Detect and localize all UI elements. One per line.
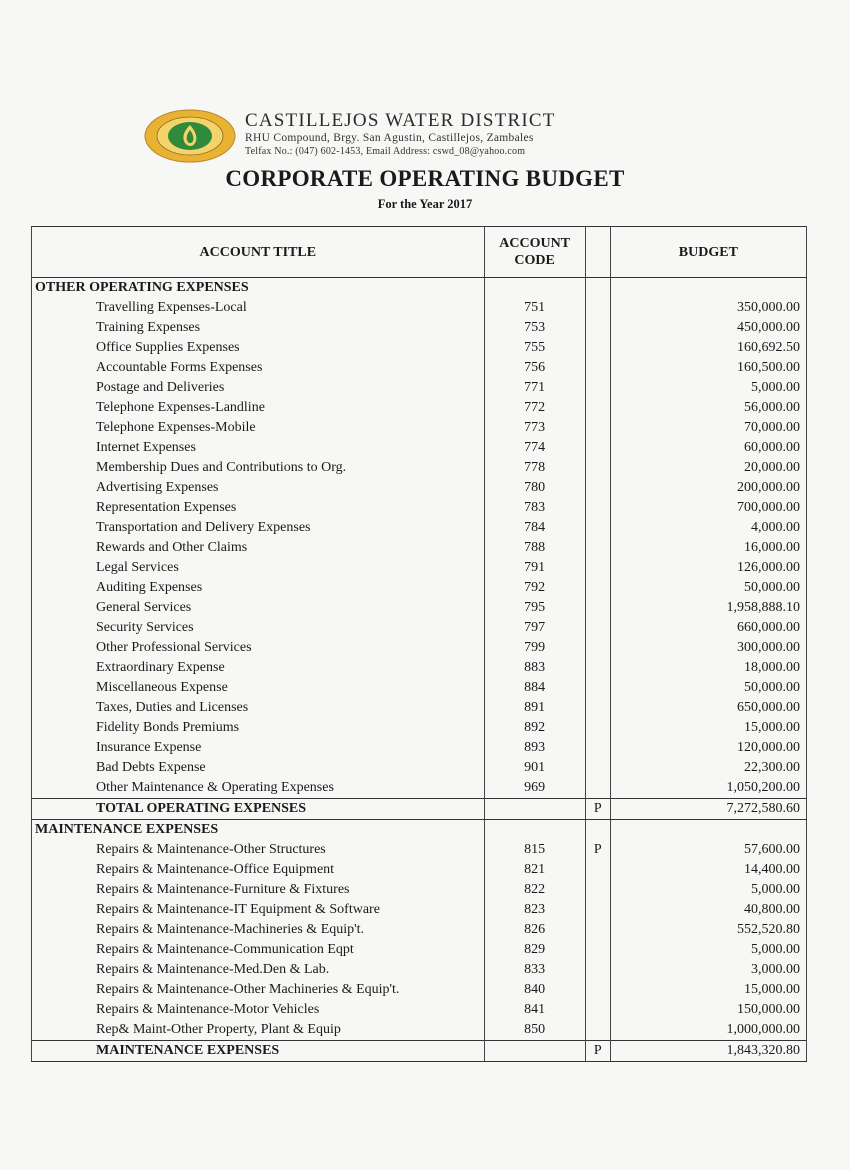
currency-marker-cell	[585, 598, 610, 618]
account-title-cell: Telephone Expenses-Mobile	[32, 418, 485, 438]
table-row	[32, 398, 807, 418]
currency-marker-cell	[585, 418, 610, 438]
currency-marker-cell	[585, 658, 610, 678]
budget-amount-cell: 200,000.00	[610, 478, 806, 498]
budget-amount-cell: 120,000.00	[610, 738, 806, 758]
account-code-cell: 788	[484, 538, 585, 558]
account-title-cell: Postage and Deliveries	[32, 378, 485, 398]
currency-marker-cell	[585, 338, 610, 358]
document-subtitle: For the Year 2017	[377, 197, 473, 211]
table-row	[32, 438, 807, 458]
table-row	[32, 698, 807, 718]
empty-p-cell	[585, 820, 610, 841]
table-row	[32, 840, 807, 860]
budget-amount-cell: 1,050,200.00	[610, 778, 806, 799]
account-title-cell: Rewards and Other Claims	[32, 538, 485, 558]
account-code-cell: 826	[484, 920, 585, 940]
table-row	[32, 778, 807, 799]
header-p-column	[585, 227, 610, 278]
account-code-cell: 822	[484, 880, 585, 900]
table-row	[32, 598, 807, 618]
account-title-cell: Security Services	[32, 618, 485, 638]
total-currency-marker-cell: P	[585, 799, 610, 820]
account-code-cell: 751	[484, 298, 585, 318]
currency-marker-cell	[585, 578, 610, 598]
budget-table	[31, 226, 807, 1062]
account-title-cell: Repairs & Maintenance-Other Machineries & Equip't.	[32, 980, 485, 1000]
table-header-row	[32, 227, 807, 278]
table-row	[32, 1020, 807, 1041]
total-code-cell	[484, 1041, 585, 1062]
section-header-row	[32, 820, 807, 841]
account-code-cell: 883	[484, 658, 585, 678]
table-row	[32, 618, 807, 638]
section-header-row	[32, 278, 807, 299]
budget-amount-cell: 22,300.00	[610, 758, 806, 778]
currency-marker-cell	[585, 498, 610, 518]
account-code-cell: 829	[484, 940, 585, 960]
table-row	[32, 980, 807, 1000]
total-currency-marker-cell: P	[585, 1041, 610, 1062]
table-row	[32, 298, 807, 318]
account-title-cell: Legal Services	[32, 558, 485, 578]
account-code-cell: 901	[484, 758, 585, 778]
account-code-cell: 893	[484, 738, 585, 758]
currency-marker-cell	[585, 778, 610, 799]
currency-marker-cell	[585, 920, 610, 940]
account-code-cell: 821	[484, 860, 585, 880]
currency-marker-cell	[585, 458, 610, 478]
account-code-cell: 797	[484, 618, 585, 638]
currency-marker-cell	[585, 518, 610, 538]
currency-marker-cell	[585, 398, 610, 418]
account-title-cell: Repairs & Maintenance-IT Equipment & Software	[32, 900, 485, 920]
account-title-cell: Transportation and Delivery Expenses	[32, 518, 485, 538]
table-row	[32, 880, 807, 900]
account-title-cell: Rep& Maint-Other Property, Plant & Equip	[32, 1020, 485, 1041]
budget-amount-cell: 50,000.00	[610, 578, 806, 598]
letterhead	[143, 108, 703, 168]
section-title: OTHER OPERATING EXPENSES	[32, 278, 485, 299]
account-title-cell: Internet Expenses	[32, 438, 485, 458]
account-code-cell: 884	[484, 678, 585, 698]
budget-amount-cell: 350,000.00	[610, 298, 806, 318]
currency-marker-cell	[585, 1020, 610, 1041]
currency-marker-cell	[585, 960, 610, 980]
table-row	[32, 900, 807, 920]
account-title-cell: Advertising Expenses	[32, 478, 485, 498]
account-title-cell: Repairs & Maintenance-Machineries & Equip't.	[32, 920, 485, 940]
account-code-cell: 791	[484, 558, 585, 578]
budget-amount-cell: 5,000.00	[610, 940, 806, 960]
budget-amount-cell: 160,692.50	[610, 338, 806, 358]
budget-amount-cell: 5,000.00	[610, 378, 806, 398]
currency-marker-cell	[585, 698, 610, 718]
account-title-cell: General Services	[32, 598, 485, 618]
table-row	[32, 658, 807, 678]
account-code-cell: 773	[484, 418, 585, 438]
table-row	[32, 638, 807, 658]
budget-amount-cell: 16,000.00	[610, 538, 806, 558]
account-title-cell: Fidelity Bonds Premiums	[32, 718, 485, 738]
organization-contact: Telfax No.: (047) 602-1453, Email Address: cswd_08@yahoo.com	[245, 146, 526, 157]
account-title-cell: Representation Expenses	[32, 498, 485, 518]
account-code-cell: 892	[484, 718, 585, 738]
account-title-cell: Membership Dues and Contributions to Org.	[32, 458, 485, 478]
total-code-cell	[484, 799, 585, 820]
budget-amount-cell: 3,000.00	[610, 960, 806, 980]
table-row	[32, 718, 807, 738]
empty-budget-cell	[610, 278, 806, 299]
account-code-cell: 771	[484, 378, 585, 398]
account-code-cell: 774	[484, 438, 585, 458]
account-code-cell: 756	[484, 358, 585, 378]
budget-amount-cell: 57,600.00	[610, 840, 806, 860]
table-body	[32, 278, 807, 1062]
budget-amount-cell: 18,000.00	[610, 658, 806, 678]
table-row	[32, 358, 807, 378]
budget-amount-cell: 700,000.00	[610, 498, 806, 518]
table-row	[32, 418, 807, 438]
table-row	[32, 378, 807, 398]
budget-amount-cell: 450,000.00	[610, 318, 806, 338]
table-row	[32, 518, 807, 538]
empty-code-cell	[484, 278, 585, 299]
currency-marker-cell	[585, 980, 610, 1000]
section-total-row	[32, 1041, 807, 1062]
budget-amount-cell: 4,000.00	[610, 518, 806, 538]
currency-marker-cell	[585, 678, 610, 698]
currency-marker-cell	[585, 758, 610, 778]
currency-marker-cell	[585, 358, 610, 378]
currency-marker-cell	[585, 318, 610, 338]
table-row	[32, 478, 807, 498]
budget-amount-cell: 5,000.00	[610, 880, 806, 900]
budget-amount-cell: 15,000.00	[610, 718, 806, 738]
account-title-cell: Repairs & Maintenance-Furniture & Fixtures	[32, 880, 485, 900]
table-row	[32, 538, 807, 558]
account-title-cell: Training Expenses	[32, 318, 485, 338]
budget-amount-cell: 15,000.00	[610, 980, 806, 1000]
account-code-cell: 778	[484, 458, 585, 478]
table-row	[32, 758, 807, 778]
account-title-cell: Repairs & Maintenance-Office Equipment	[32, 860, 485, 880]
currency-marker-cell	[585, 940, 610, 960]
account-code-cell: 755	[484, 338, 585, 358]
currency-marker-cell	[585, 558, 610, 578]
total-label-cell: TOTAL OPERATING EXPENSES	[32, 799, 485, 820]
empty-budget-cell	[610, 820, 806, 841]
account-code-cell: 969	[484, 778, 585, 799]
budget-amount-cell: 1,958,888.10	[610, 598, 806, 618]
account-title-cell: Office Supplies Expenses	[32, 338, 485, 358]
currency-marker-cell	[585, 618, 610, 638]
account-title-cell: Other Maintenance & Operating Expenses	[32, 778, 485, 799]
account-code-cell: 799	[484, 638, 585, 658]
budget-amount-cell: 150,000.00	[610, 1000, 806, 1020]
account-title-cell: Auditing Expenses	[32, 578, 485, 598]
account-title-cell: Repairs & Maintenance-Med.Den & Lab.	[32, 960, 485, 980]
account-title-cell: Accountable Forms Expenses	[32, 358, 485, 378]
account-code-cell: 753	[484, 318, 585, 338]
budget-amount-cell: 300,000.00	[610, 638, 806, 658]
table-row	[32, 960, 807, 980]
budget-amount-cell: 40,800.00	[610, 900, 806, 920]
currency-marker-cell	[585, 378, 610, 398]
table-row	[32, 678, 807, 698]
budget-amount-cell: 70,000.00	[610, 418, 806, 438]
currency-marker-cell	[585, 1000, 610, 1020]
total-amount-cell: 1,843,320.80	[610, 1041, 806, 1062]
water-district-seal-icon	[143, 108, 237, 164]
table-row	[32, 738, 807, 758]
account-title-cell: Repairs & Maintenance-Motor Vehicles	[32, 1000, 485, 1020]
budget-amount-cell: 126,000.00	[610, 558, 806, 578]
currency-marker-cell: P	[585, 840, 610, 860]
account-title-cell: Miscellaneous Expense	[32, 678, 485, 698]
budget-amount-cell: 50,000.00	[610, 678, 806, 698]
table-row	[32, 498, 807, 518]
budget-amount-cell: 160,500.00	[610, 358, 806, 378]
account-code-cell: 850	[484, 1020, 585, 1041]
budget-amount-cell: 14,400.00	[610, 860, 806, 880]
total-amount-cell: 7,272,580.60	[610, 799, 806, 820]
header-account-code: ACCOUNT CODE	[484, 227, 585, 278]
table-row	[32, 318, 807, 338]
header-budget: BUDGET	[610, 227, 806, 278]
currency-marker-cell	[585, 880, 610, 900]
account-code-cell: 823	[484, 900, 585, 920]
account-title-cell: Taxes, Duties and Licenses	[32, 698, 485, 718]
header-account-title: ACCOUNT TITLE	[32, 227, 485, 278]
account-code-cell: 784	[484, 518, 585, 538]
empty-p-cell	[585, 278, 610, 299]
currency-marker-cell	[585, 478, 610, 498]
account-code-cell: 792	[484, 578, 585, 598]
budget-amount-cell: 660,000.00	[610, 618, 806, 638]
account-title-cell: Other Professional Services	[32, 638, 485, 658]
currency-marker-cell	[585, 438, 610, 458]
currency-marker-cell	[585, 860, 610, 880]
table-row	[32, 578, 807, 598]
account-code-cell: 815	[484, 840, 585, 860]
table-row	[32, 1000, 807, 1020]
budget-amount-cell: 20,000.00	[610, 458, 806, 478]
account-code-cell: 795	[484, 598, 585, 618]
table-row	[32, 920, 807, 940]
account-code-cell: 833	[484, 960, 585, 980]
total-label-cell: MAINTENANCE EXPENSES	[32, 1041, 485, 1062]
account-title-cell: Bad Debts Expense	[32, 758, 485, 778]
account-code-cell: 891	[484, 698, 585, 718]
budget-amount-cell: 60,000.00	[610, 438, 806, 458]
account-title-cell: Telephone Expenses-Landline	[32, 398, 485, 418]
section-total-row	[32, 799, 807, 820]
table-row	[32, 940, 807, 960]
budget-amount-cell: 56,000.00	[610, 398, 806, 418]
account-code-cell: 841	[484, 1000, 585, 1020]
table-row	[32, 558, 807, 578]
table-row	[32, 860, 807, 880]
account-title-cell: Repairs & Maintenance-Other Structures	[32, 840, 485, 860]
currency-marker-cell	[585, 538, 610, 558]
account-title-cell: Repairs & Maintenance-Communication Eqpt	[32, 940, 485, 960]
currency-marker-cell	[585, 638, 610, 658]
section-title: MAINTENANCE EXPENSES	[32, 820, 485, 841]
budget-amount-cell: 552,520.80	[610, 920, 806, 940]
account-title-cell: Travelling Expenses-Local	[32, 298, 485, 318]
currency-marker-cell	[585, 718, 610, 738]
currency-marker-cell	[585, 900, 610, 920]
empty-code-cell	[484, 820, 585, 841]
document-title: CORPORATE OPERATING BUDGET	[225, 166, 625, 191]
table-row	[32, 458, 807, 478]
budget-amount-cell: 650,000.00	[610, 698, 806, 718]
currency-marker-cell	[585, 298, 610, 318]
budget-amount-cell: 1,000,000.00	[610, 1020, 806, 1041]
organization-name: CASTILLEJOS WATER DISTRICT	[245, 110, 556, 131]
organization-address: RHU Compound, Brgy. San Agustin, Castillejos, Zambales	[245, 132, 534, 144]
account-title-cell: Extraordinary Expense	[32, 658, 485, 678]
currency-marker-cell	[585, 738, 610, 758]
account-code-cell: 772	[484, 398, 585, 418]
account-code-cell: 783	[484, 498, 585, 518]
account-code-cell: 780	[484, 478, 585, 498]
account-code-cell: 840	[484, 980, 585, 1000]
account-title-cell: Insurance Expense	[32, 738, 485, 758]
table-row	[32, 338, 807, 358]
